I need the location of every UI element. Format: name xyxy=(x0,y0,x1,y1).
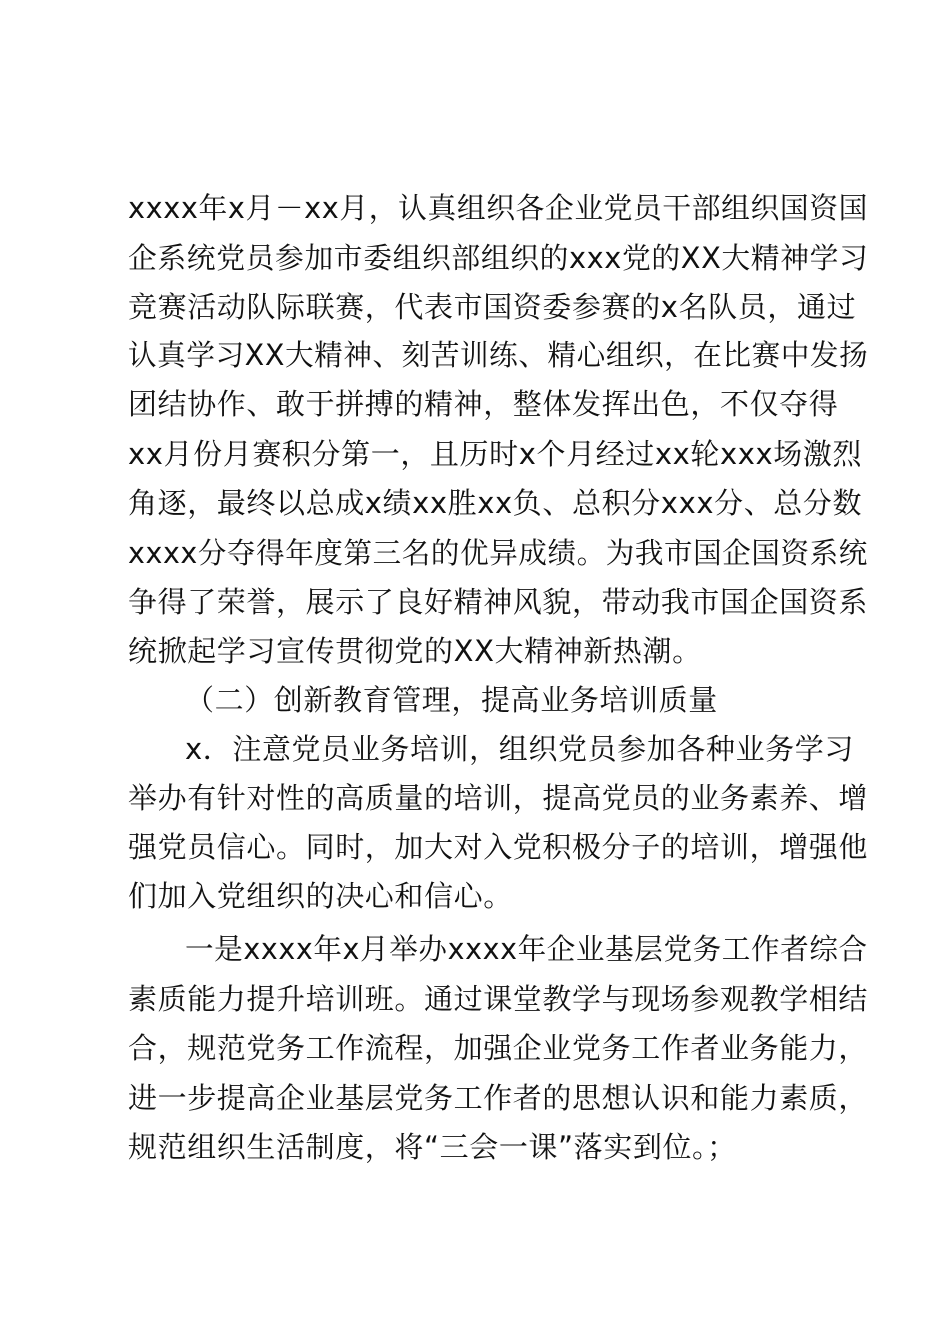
paragraph-line: 们加入党组织的决心和信心。 xyxy=(128,879,513,913)
paragraph-line: 角逐，最终以总成x绩xx胜xx负、总积分xxx分、总分数 xyxy=(128,486,863,520)
paragraph-line: 统掀起学习宣传贯彻党的XX大精神新热潮。 xyxy=(128,634,702,668)
paragraph-line: 一是xxxx年x月举办xxxx年企业基层党务工作者综合 xyxy=(185,932,868,966)
paragraph-line: 团结协作、敢于拼搏的精神，整体发挥出色，不仅夺得 xyxy=(128,387,839,421)
paragraph-line: x．注意党员业务培训，组织党员参加各种业务学习 xyxy=(185,732,854,766)
paragraph-line: 竞赛活动队际联赛，代表市国资委参赛的x名队员，通过 xyxy=(128,290,857,324)
paragraph-line: xxxx年x月－xx月，认真组织各企业党员干部组织国资国 xyxy=(128,191,868,225)
section-heading: （二）创新教育管理，提高业务培训质量 xyxy=(185,683,718,717)
paragraph-line: 认真学习XX大精神、刻苦训练、精心组织，在比赛中发扬 xyxy=(128,338,869,372)
paragraph-line: 规范组织生活制度，将“三会一课”落实到位。； xyxy=(128,1130,737,1164)
paragraph-line: 强党员信心。同时，加大对入党积极分子的培训，增强他 xyxy=(128,830,869,864)
paragraph-line: 进一步提高企业基层党务工作者的思想认识和能力素质， xyxy=(128,1081,869,1115)
paragraph-line: 举办有针对性的高质量的培训，提高党员的业务素养、增 xyxy=(128,781,869,815)
paragraph-line: xxxx分夺得年度第三名的优异成绩。为我市国企国资系统 xyxy=(128,536,868,570)
paragraph-line: 企系统党员参加市委组织部组织的xxx党的XX大精神学习 xyxy=(128,241,869,275)
paragraph-line: 合，规范党务工作流程，加强企业党务工作者业务能力， xyxy=(128,1031,869,1065)
paragraph-line: xx月份月赛积分第一，且历时x个月经过xx轮xxx场激烈 xyxy=(128,437,863,471)
paragraph-line: 争得了荣誉，展示了良好精神风貌，带动我市国企国资系 xyxy=(128,585,869,619)
paragraph-line: 素质能力提升培训班。通过课堂教学与现场参观教学相结 xyxy=(128,982,869,1016)
